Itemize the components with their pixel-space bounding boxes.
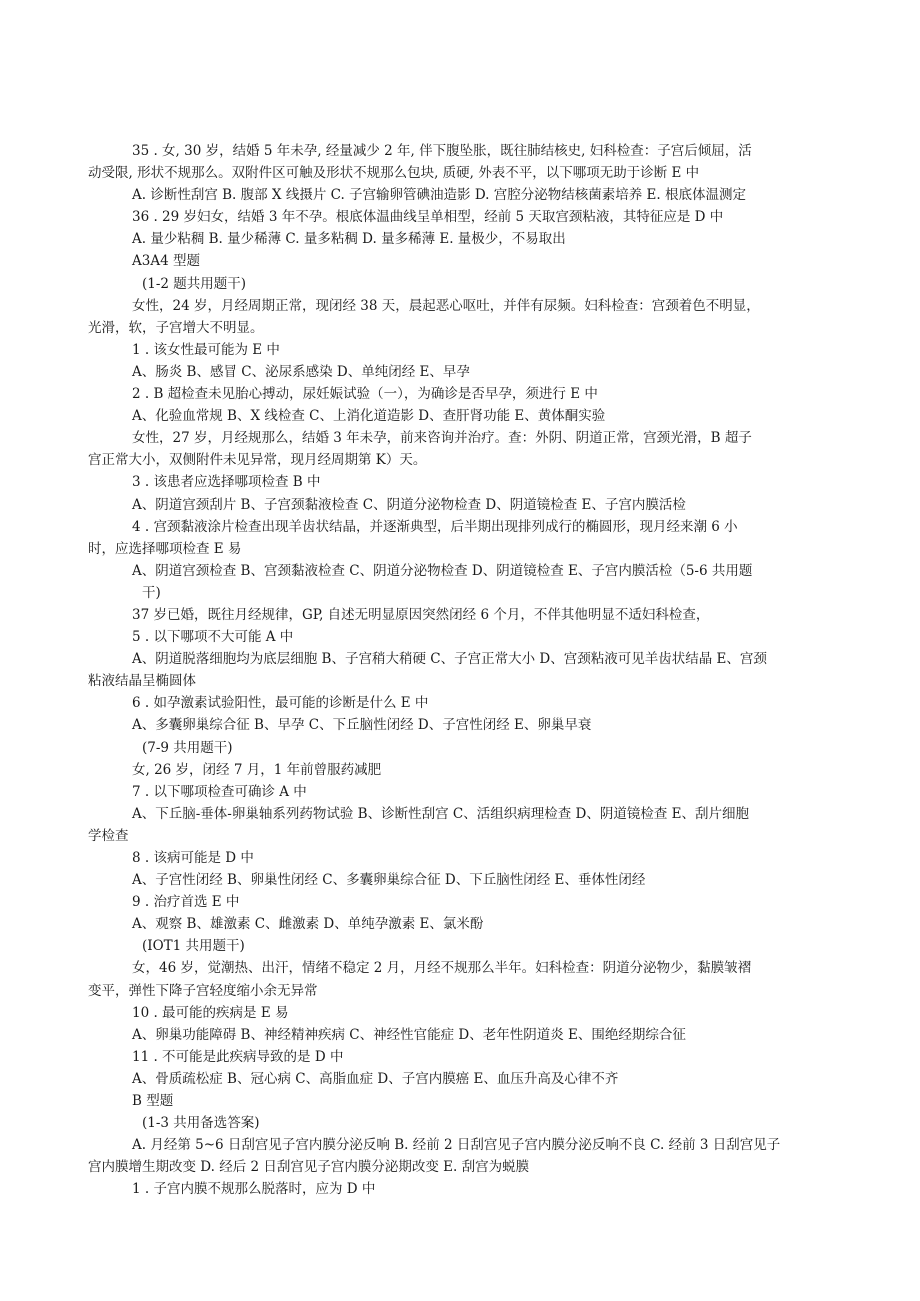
text-line: (7-9 共用题干) — [142, 739, 233, 756]
text-line: A、肠炎 B、感冒 C、泌尿系感染 D、单纯闭经 E、早孕 — [132, 363, 470, 380]
text-line: A、化验血常规 B、X 线检查 C、上消化道造影 D、查肝肾功能 E、黄体酮实验 — [132, 408, 606, 425]
text-line: A. 诊断性刮宫 B. 腹部 X 线摄片 C. 子宫输卵管碘油造影 D. 宫腔分泌物结核菌素培养 E. 根底体温测定 — [132, 187, 746, 204]
text-line: 1 . 该女性最可能为 E 中 — [132, 341, 280, 358]
text-line: 女，46 岁，觉潮热、出汗，情绪不稳定 2 月，月经不规那么半年。妇科检查：阴道分泌物少，黏膜皱褶 — [132, 960, 752, 977]
text-line: 2 . B 超检查未见胎心搏动，尿妊娠试验（一），为确诊是否早孕，须进行 E 中 — [132, 386, 598, 403]
text-line: 女性，27 岁，月经规那么，结婚 3 年未孕，前来咨询并治疗。查：外阴、阴道正常，宫颈光滑，B 超子 — [132, 430, 752, 447]
text-line: 动受限, 形状不规那么。双附件区可触及形状不规那么包块, 质硬, 外表不平，以下哪项无助于诊断 E 中 — [88, 165, 700, 182]
text-line: 干) — [142, 584, 161, 601]
text-line: 时，应选择哪项检查 E 易 — [88, 540, 242, 557]
text-line: 7 . 以下哪项检查可确诊 A 中 — [132, 783, 307, 800]
text-line: A. 月经第 5~6 日刮宫见子宫内膜分泌反响 B. 经前 2 日刮宫见子宫内膜分泌反响不良 C. 经前 3 日刮宫见子 — [132, 1137, 781, 1154]
text-line: B 型题 — [132, 1093, 174, 1110]
text-line: 变平，弹性下降子宫轻度缩小余无异常 — [88, 982, 318, 999]
text-line: 5 . 以下哪项不大可能 A 中 — [132, 629, 294, 646]
text-line: (IOT1 共用题干) — [142, 938, 245, 955]
text-line: 宫内膜增生期改变 D. 经后 2 日刮宫见子宫内膜分泌期改变 E. 刮宫为蜕膜 — [88, 1159, 530, 1176]
text-line: 11 . 不可能是此疾病导致的是 D 中 — [132, 1048, 344, 1065]
text-line: A、观察 B、雄激素 C、雌激素 D、单纯孕激素 E、氯米酚 — [132, 916, 484, 933]
text-line: 粘液结晶呈椭圆体 — [88, 673, 196, 690]
text-line: A. 量少粘稠 B. 量少稀薄 C. 量多粘稠 D. 量多稀薄 E. 量极少，不易取出 — [132, 231, 566, 248]
text-line: 女, 26 岁，闭经 7 月，1 年前曾服药减肥 — [132, 761, 382, 778]
text-line: 学检查 — [88, 827, 129, 844]
text-line: 6 . 如孕激素试验阳性，最可能的诊断是什么 E 中 — [132, 695, 429, 712]
text-line: (1-2 题共用题干) — [142, 275, 247, 292]
text-line: A、卵巢功能障碍 B、神经精神疾病 C、神经性官能症 D、老年性阴道炎 E、围绝经期综合征 — [132, 1026, 686, 1043]
text-line: 3 . 该患者应选择哪项检查 B 中 — [132, 474, 321, 491]
text-line: 1 . 子宫内膜不规那么脱落时，应为 D 中 — [132, 1181, 376, 1198]
text-line: A、阴道宫颈刮片 B、子宫颈黏液检查 C、阴道分泌物检查 D、阴道镜检查 E、子宫内膜活检 — [132, 496, 686, 513]
text-line: 35 . 女, 30 岁，结婚 5 年未孕, 经量减少 2 年, 伴下腹坠胀，既往肺结核史, 妇科检查：子宫后倾屈，活 — [132, 143, 752, 159]
text-line: A、多囊卵巢综合征 B、早孕 C、下丘脑性闭经 D、子宫性闭经 E、卵巢早衰 — [132, 717, 592, 734]
text-line: 光滑，软，子宫增大不明显。 — [88, 319, 264, 336]
text-line: 4 . 宫颈黏液涂片检查出现羊齿状结晶，并逐渐典型，后半期出现排列成行的椭圆形，现月经来潮 6 小 — [132, 518, 738, 535]
text-line: 女性，24 岁，月经周期正常，现闭经 38 天，晨起恶心呕吐，并伴有尿频。妇科检查：宫颈着色不明显， — [132, 297, 760, 314]
text-line: 宫正常大小，双侧附件未见异常，现月经周期第 K）天。 — [88, 452, 427, 469]
text-line: 9 . 治疗首选 E 中 — [132, 894, 240, 911]
text-line: A3A4 型题 — [132, 253, 200, 270]
text-line: (1-3 共用备选答案) — [142, 1115, 260, 1132]
text-line: 36 . 29 岁妇女，结婚 3 年不孕。根底体温曲线呈单相型，经前 5 天取宫颈粘液，其特征应是 D 中 — [132, 209, 724, 226]
text-line: 8 . 该病可能是 D 中 — [132, 850, 254, 866]
text-line: 10 . 最可能的疾病是 E 易 — [132, 1004, 289, 1021]
text-line: 37 岁已婚，既往月经规律，GP, 自述无明显原因突然闭经 6 个月，不伴其他明显不适妇科检查， — [132, 606, 710, 623]
text-line: A、阴道宫颈检查 B、宫颈黏液检查 C、阴道分泌物检查 D、阴道镜检查 E、子宫内膜活检（5-6 共用题 — [132, 562, 753, 579]
document-body — [88, 140, 838, 1201]
text-line: A、骨质疏松症 B、冠心病 C、高脂血症 D、子宫内膜癌 E、血压升高及心律不齐 — [132, 1070, 619, 1087]
text-line: A、子宫性闭经 B、卵巢性闭经 C、多囊卵巢综合征 D、下丘脑性闭经 E、垂体性闭经 — [132, 872, 646, 889]
text-line: A、阴道脱落细胞均为底层细胞 B、子宫稍大稍硬 C、子宫正常大小 D、宫颈粘液可见羊齿状结晶 E、宫颈 — [132, 651, 767, 668]
text-line: A、下丘脑-垂体-卵巢轴系列药物试验 B、诊断性刮宫 C、活组织病理检查 D、阴道镜检查 E、刮片细胞 — [132, 805, 749, 822]
